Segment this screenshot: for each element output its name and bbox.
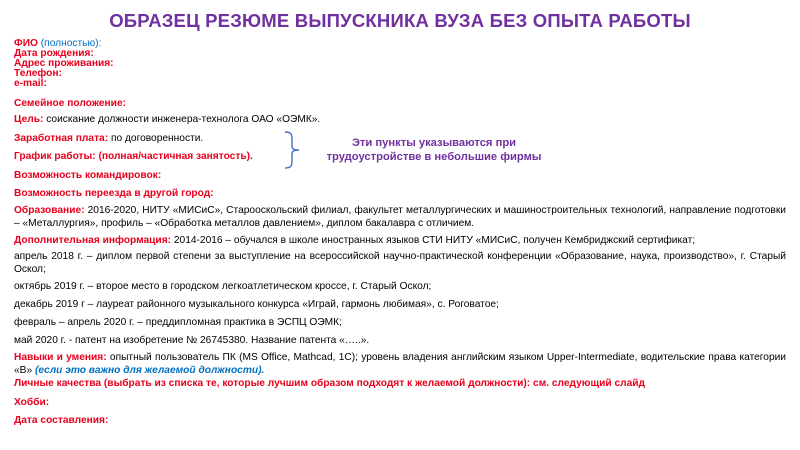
- goal-text: соискание должности инженера-технолога ОАО «ОЭМК».: [43, 114, 321, 125]
- note-line-1: Эти пункты указываются при: [351, 137, 517, 149]
- goal-label: Цель:: [14, 114, 44, 125]
- skills-text: опытный пользователь ПК (MS Office, Mathcad, 1С); уровень владения английским языком Upper-Intermediate, водительские права категории «В»: [14, 352, 786, 376]
- note-line-2: трудоустройстве в небольшие фирмы: [326, 151, 542, 163]
- email-label: e-mail:: [14, 78, 47, 89]
- personal-qualities-label: Личные качества (выбрать из списка те, которые лучшим образом подходят к желаемой должности): см. следующий слайд: [14, 378, 645, 389]
- additional-item: февраль – апрель 2020 г. – преддипломная практика в ЭСПЦ ОЭМК;: [14, 317, 342, 328]
- skills-label: Навыки и умения:: [14, 352, 107, 363]
- fio-suffix: (полностью):: [37, 38, 102, 49]
- education-label: Образование:: [14, 205, 85, 216]
- additional-item: декабрь 2019 г – лауреат районного музыкального конкурса «Играй, гармонь любимая», с. Роговатое;: [14, 299, 499, 310]
- slide-title: ОБРАЗЕЦ РЕЗЮМЕ ВЫПУСКНИКА ВУЗА БЕЗ ОПЫТА РАБОТЫ: [109, 10, 691, 31]
- fio-label: ФИО: [14, 38, 38, 49]
- additional-label: Дополнительная информация:: [14, 235, 172, 246]
- phone-label: Телефон:: [14, 68, 62, 79]
- additional-line: [14, 235, 786, 248]
- salary-label: Заработная плата:: [14, 133, 109, 144]
- trips-label: Возможность командировок:: [14, 170, 162, 181]
- skills-block: [14, 352, 786, 377]
- address-label: Адрес проживания:: [14, 58, 114, 69]
- dob-label: Дата рождения:: [14, 48, 94, 59]
- additional-text: 2014-2016 – обучался в школе иностранных языков СТИ НИТУ «МИСиС, получен Кембриджский сертификат;: [171, 235, 696, 246]
- goal-line: [14, 114, 786, 127]
- education-block: [14, 205, 786, 230]
- hobbies-label: Хобби:: [14, 397, 50, 408]
- schedule-label: График работы: (полная/частичная занятость).: [14, 151, 253, 162]
- additional-item: октябрь 2019 г. – второе место в городском легкоатлетическом кроссе, г. Старый Оскол;: [14, 281, 432, 292]
- salary-text: по договоренности.: [108, 133, 204, 144]
- family-label: Семейное положение:: [14, 98, 127, 109]
- education-text: 2016-2020, НИТУ «МИСиС», Старооскольский филиал, факультет металлургических и машиностроительных технологий, направление подготовки – «Металлургия», профиль – «Обработка металлов давлением», диплом бакалавра с отличием.: [14, 205, 786, 229]
- relocation-label: Возможность переезда в другой город:: [14, 188, 214, 199]
- skills-note: (если это важно для желаемой должности).: [32, 364, 265, 376]
- additional-item: май 2020 г. - патент на изобретение № 26745380. Название патента «…..».: [14, 335, 370, 346]
- date-label: Дата составления:: [14, 415, 109, 426]
- small-firms-note: [300, 136, 568, 164]
- additional-item: апрель 2018 г. – диплом первой степени за выступление на всероссийской научно-практической конференции «Образование, наука, производство», г. Старый Оскол;: [14, 251, 786, 275]
